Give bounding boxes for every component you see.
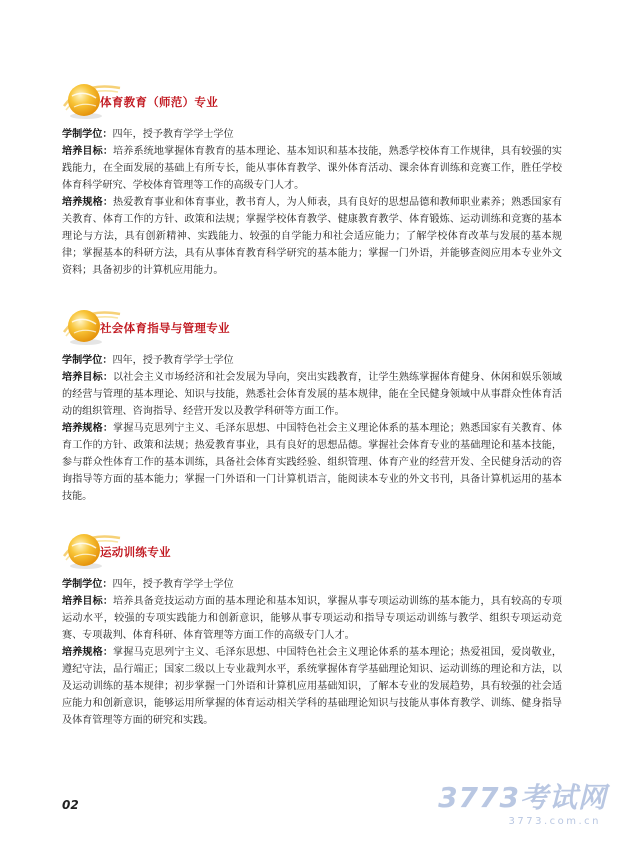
section-title: 体育教育（师范）专业: [100, 95, 218, 109]
section-title: 社会体育指导与管理专业: [100, 321, 230, 335]
goal-label: 培养目标：: [62, 372, 114, 383]
spec-text: 热爱教育事业和体育事业，教书育人，为人师表，具有良好的思想品德和教师职业素养；熟悉国家有关教育、体育工作的方针、政策和法规；掌握学校体育教学、健康教育教学、体育锻炼、运动训练和竞赛的基本理论与方法，具有创新精神、实践能力、较强的自学能力和社会适应能力；了解学校体育改革与发展的基本规律；掌握基本的科研方法，具有从事体育教育科学研究的基本能力；掌握一门外语，并能够查阅应用本专业外文资料；具备初步的计算机应用能力。: [62, 197, 563, 276]
goal-text: 培养具备竞技运动方面的基本理论和基本知识，掌握从事专项运动训练的基本能力，具有较高的专项运动水平，较强的专项实践能力和创新意识，能够从事专项运动和指导专项运动训练与教学、组织专项运动竞赛、专项裁判、体育科研、体育管理等方面工作的高级专门人才。: [62, 596, 563, 641]
section-pe-teaching: [62, 76, 562, 279]
section-heading: [62, 302, 562, 352]
watermark-domain: 3773.com.cn: [508, 816, 601, 827]
watermark: [440, 776, 615, 838]
degree-text: 四年，授予教育学学士学位: [112, 355, 234, 366]
degree-text: 四年，授予教育学学士学位: [112, 129, 234, 140]
goal-label: 培养目标：: [62, 596, 114, 607]
degree-line: [62, 576, 562, 593]
degree-label: 学制学位：: [62, 129, 113, 140]
spec-text: 掌握马克思列宁主义、毛泽东思想、中国特色社会主义理论体系的基本理论；熟悉国家有关教育、体育工作的方针、政策和法规；热爱教育事业，具有良好的思想品德。掌握社会体育专业的基础理论和基本技能，参与群众性体育工作的基本训练，具备社会体育实践经验、组织管理、体育产业的经营开发、全民健身活动的咨询指导等方面的基本能力；掌握一门外语和一门计算机语言，能阅读本专业的外文书刊，具备计算机运用的基本技能。: [62, 423, 563, 502]
watermark-brand: 3773考试网: [438, 781, 607, 814]
section-title: 运动训练专业: [100, 545, 171, 559]
goal-paragraph: [62, 369, 562, 420]
section-heading: [62, 526, 562, 576]
section-social-sports: [62, 302, 562, 505]
degree-line: [62, 126, 562, 143]
degree-line: [62, 352, 562, 369]
goal-label: 培养目标：: [62, 146, 114, 157]
spec-label: 培养规格：: [62, 197, 114, 208]
spec-paragraph: [62, 644, 562, 729]
degree-label: 学制学位：: [62, 355, 113, 366]
degree-text: 四年，授予教育学学士学位: [112, 579, 234, 590]
spec-text: 掌握马克思列宁主义、毛泽东思想、中国特色社会主义理论体系的基本理论；热爱祖国，爱岗敬业，遵纪守法，品行端正；国家二级以上专业裁判水平，系统掌握体育学基础理论知识、运动训练的理论和方法，以及运动训练的基本规律；初步掌握一门外语和计算机应用基础知识，了解本专业的发展趋势，具有较强的社会适应能力和创新意识，能够运用所掌握的体育运动相关学科的基础理论知识与技能从事体育教学、训练、健身指导及体育管理等方面的研究和实践。: [62, 647, 563, 726]
goal-paragraph: [62, 593, 562, 644]
spec-paragraph: [62, 420, 562, 505]
spec-paragraph: [62, 194, 562, 279]
goal-text: 以社会主义市场经济和社会发展为导向，突出实践教育，让学生熟练掌握体育健身、休闲和娱乐领域的经营与管理的基本理论、知识与技能，熟悉社会体育发展的基本规律，能在全民健身领域中从事群众性体育活动的组织管理、咨询指导、经营开发以及教学科研等方面工作。: [62, 372, 563, 417]
spec-label: 培养规格：: [62, 423, 114, 434]
goal-paragraph: [62, 143, 562, 194]
section-heading: [62, 76, 562, 126]
spec-label: 培养规格：: [62, 647, 114, 658]
goal-text: 培养系统地掌握体育教育的基本理论、基本知识和基本技能，熟悉学校体育工作规律，具有较强的实践能力，在全面发展的基础上有所专长，能从事体育教学、课外体育活动、课余体育训练和竞赛工作，胜任学校体育科学研究、学校体育管理等工作的高级专门人才。: [62, 146, 563, 191]
degree-label: 学制学位：: [62, 579, 113, 590]
section-sports-training: [62, 526, 562, 729]
page-number: 02: [62, 798, 79, 812]
